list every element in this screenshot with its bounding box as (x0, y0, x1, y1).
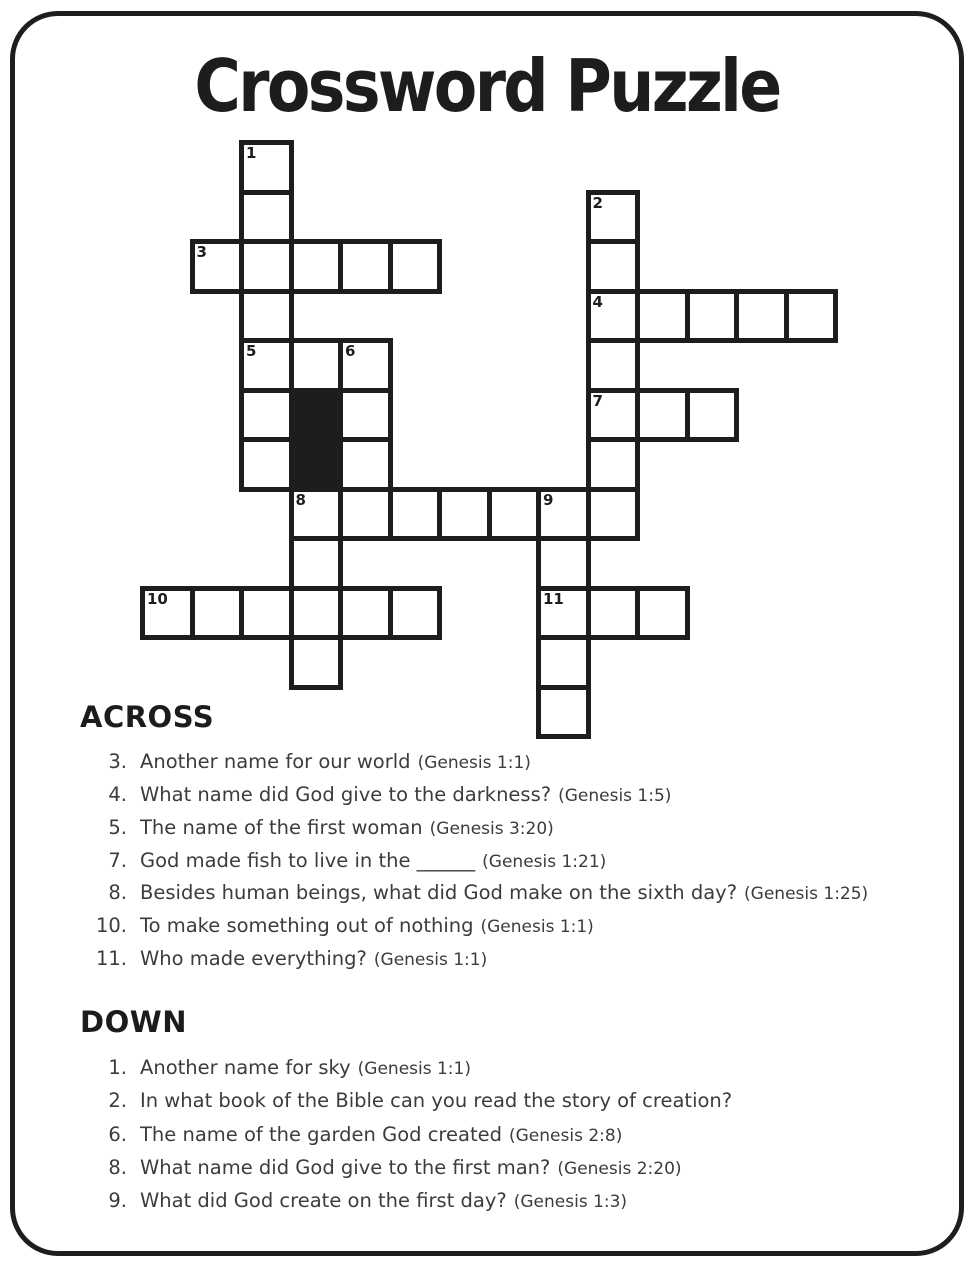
grid-cell[interactable] (239, 289, 294, 344)
across-clue-3 (80, 746, 868, 779)
grid-cell[interactable] (388, 487, 443, 542)
down-section (80, 1005, 733, 1217)
grid-cell[interactable] (586, 338, 641, 393)
down-clue-6 (80, 1118, 732, 1151)
grid-cell[interactable] (289, 338, 344, 393)
cell-number: 1 (246, 144, 257, 162)
clue-text: What name did God give to the first man? (140, 1155, 551, 1179)
clue-reference: (Genesis 1:1) (373, 950, 488, 971)
grid-cell[interactable] (586, 487, 641, 542)
grid-cell[interactable] (635, 586, 690, 641)
grid-cell[interactable] (635, 289, 690, 344)
grid-cell[interactable] (685, 289, 740, 344)
cell-number: 2 (592, 193, 603, 212)
grid-cell[interactable] (685, 388, 740, 443)
down-clue-9 (80, 1184, 732, 1217)
down-clue-8 (80, 1151, 732, 1184)
grid-cell[interactable] (338, 239, 393, 294)
clue-number: 6. (108, 1122, 127, 1146)
grid-cell[interactable] (586, 190, 641, 245)
down-clue-1 (80, 1051, 732, 1084)
across-clue-11 (80, 943, 868, 976)
clue-reference: (Genesis 3:20) (429, 818, 554, 839)
across-clue-4 (80, 779, 868, 812)
grid-cell[interactable] (338, 388, 393, 443)
grid-cell[interactable] (437, 487, 492, 542)
grid-cell[interactable] (239, 586, 294, 641)
down-heading: DOWN (80, 1005, 187, 1039)
clue-number: 8. (108, 1155, 127, 1179)
grid-cell[interactable] (239, 239, 294, 294)
grid-cell[interactable] (784, 289, 839, 344)
clue-reference: (Genesis 1:5) (558, 785, 672, 806)
cell-number: 11 (543, 589, 564, 608)
across-heading: ACROSS (80, 700, 215, 734)
cell-number: 7 (592, 391, 603, 410)
across-clue-7 (80, 845, 868, 878)
clue-reference: (Genesis 1:21) (482, 851, 607, 872)
clue-number: 8. (108, 881, 127, 905)
grid-cell[interactable] (338, 487, 393, 542)
grid-cell[interactable] (289, 239, 344, 294)
clue-text: The name of the garden God created (140, 1122, 502, 1146)
grid-cell[interactable] (239, 437, 294, 492)
clue-text: What name did God give to the darkness? (140, 782, 552, 806)
cell-number: 3 (196, 243, 207, 261)
grid-cell[interactable] (239, 388, 294, 443)
clue-reference: (Genesis 1:25) (744, 884, 869, 905)
grid-cell[interactable] (289, 635, 344, 690)
grid-cell[interactable] (586, 239, 641, 294)
grid-cell[interactable] (388, 586, 443, 641)
clue-number: 10. (95, 914, 127, 938)
clue-text: Besides human beings, what did God make on the sixth day? (140, 881, 738, 905)
cell-number: 4 (592, 292, 603, 311)
grid-cell[interactable] (239, 140, 294, 195)
clue-reference: (Genesis 1:1) (357, 1059, 471, 1079)
grid-cell[interactable] (239, 190, 294, 245)
cell-number: 9 (543, 490, 554, 509)
grid-cell[interactable] (586, 289, 641, 344)
clue-text: The name of the first woman (140, 815, 423, 839)
grid-cell[interactable] (536, 487, 591, 542)
grid-cell[interactable] (388, 239, 443, 294)
clue-reference: (Genesis 1:1) (480, 917, 594, 938)
cell-number: 8 (295, 490, 306, 509)
clue-text: Another name for our world (140, 750, 411, 773)
down-clue-2 (80, 1084, 732, 1117)
grid-cell[interactable] (338, 338, 393, 393)
down-clue-list (80, 1051, 732, 1217)
grid-cell[interactable] (190, 586, 245, 641)
grid-cell[interactable] (586, 388, 641, 443)
across-section (80, 700, 869, 976)
grid-cell[interactable] (635, 388, 690, 443)
clue-number: 1. (108, 1056, 127, 1079)
clue-text: God made fish to live in the ______ (140, 848, 476, 872)
clue-number: 11. (95, 947, 127, 971)
across-clue-10 (80, 910, 868, 943)
grid-cell[interactable] (536, 536, 591, 591)
grid-cell[interactable] (586, 437, 641, 492)
clue-text: In what book of the Bible can you read the story of creation? (140, 1089, 733, 1113)
clue-text: To make something out of nothing (140, 914, 474, 938)
clue-number: 2. (108, 1089, 127, 1113)
grid-cell[interactable] (338, 586, 393, 641)
clue-number: 5. (108, 815, 127, 839)
clue-text: Another name for sky (140, 1056, 351, 1079)
clue-number: 3. (108, 750, 127, 773)
grid-cell[interactable] (536, 586, 591, 641)
cell-number: 6 (345, 342, 356, 360)
clue-number: 7. (108, 848, 127, 872)
across-clue-8 (80, 877, 868, 910)
grid-cell[interactable] (487, 487, 542, 542)
grid-cell[interactable] (289, 487, 344, 542)
clue-reference: (Genesis 2:8) (509, 1125, 623, 1146)
clue-reference: (Genesis 2:20) (557, 1158, 682, 1179)
grid-cell[interactable] (140, 586, 195, 641)
page-title: Crossword Puzzle (194, 44, 780, 128)
across-clue-5 (80, 812, 868, 845)
black-cell (289, 388, 344, 443)
grid-cell[interactable] (734, 289, 789, 344)
grid-cell[interactable] (239, 338, 294, 393)
crossword-grid (140, 140, 838, 739)
clue-text: Who made everything? (140, 947, 367, 971)
cell-number: 10 (147, 589, 168, 608)
clue-number: 9. (108, 1189, 127, 1213)
grid-cell[interactable] (338, 437, 393, 492)
grid-cell[interactable] (289, 536, 344, 591)
across-clue-list (80, 746, 868, 976)
clue-reference: (Genesis 1:3) (513, 1192, 628, 1213)
grid-cell[interactable] (190, 239, 245, 294)
black-cell (289, 437, 344, 492)
grid-cell[interactable] (289, 586, 344, 641)
clue-text: What did God create on the first day? (140, 1189, 507, 1213)
cell-number: 5 (246, 342, 257, 360)
grid-cell[interactable] (586, 586, 641, 641)
clue-number: 4. (108, 782, 127, 806)
grid-cell[interactable] (536, 635, 591, 690)
clue-reference: (Genesis 1:1) (417, 753, 531, 773)
